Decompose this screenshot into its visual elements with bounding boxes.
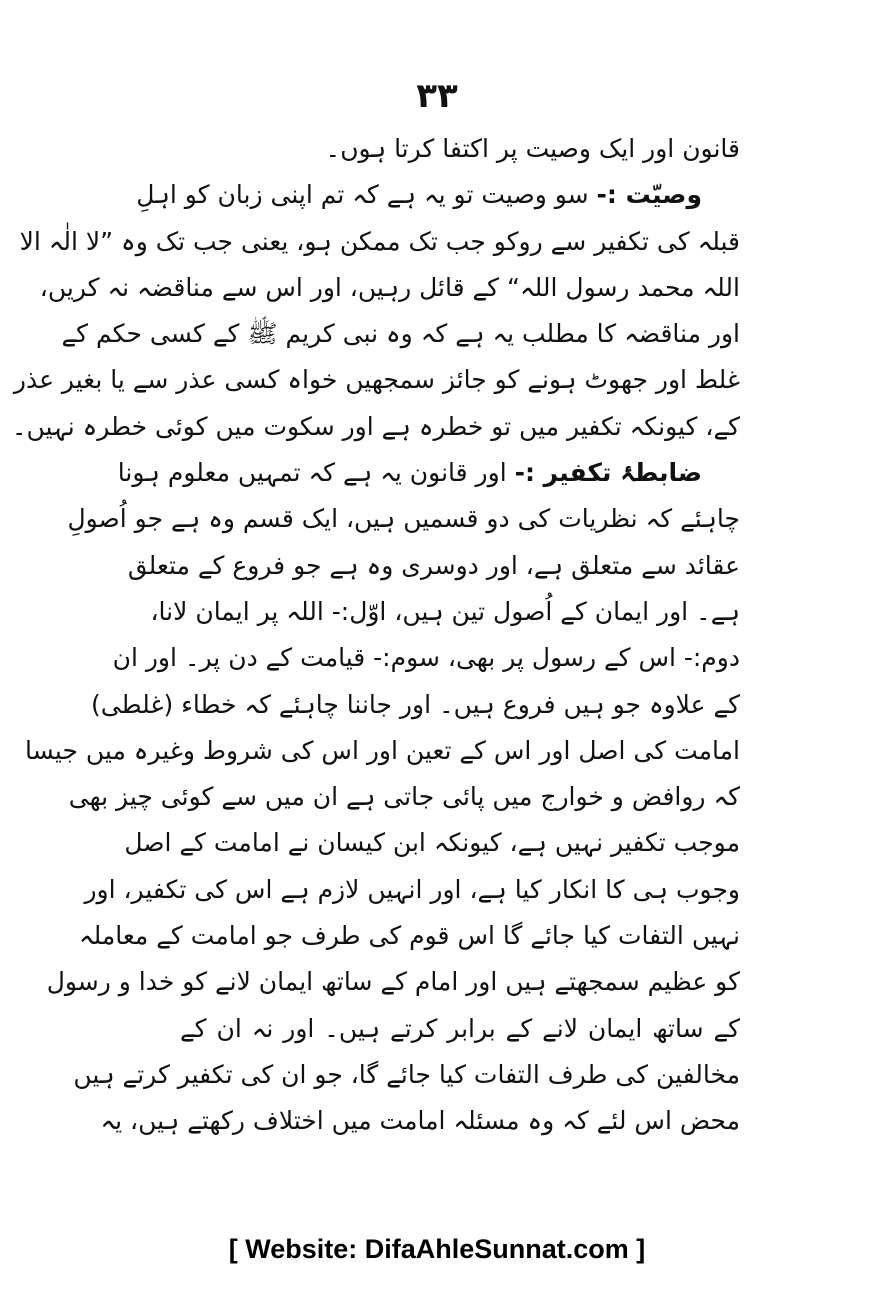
text-line: قانون اور ایک وصیت پر اکتفا کرتا ہوں۔ xyxy=(325,134,740,163)
text-line-content: اور قانون یہ ہے کہ تمہیں معلوم ہونا xyxy=(117,458,507,488)
text-line xyxy=(117,450,740,496)
text-line: غلط اور جھوٹ ہونے کو جائز سمجھیں خواہ کسی عذر سے یا بغیر عذر xyxy=(13,365,740,395)
text-line: کے ساتھ ایمان لانے کے برابر کرتے ہیں۔ اور نہ ان کے xyxy=(180,1013,740,1043)
text-line: چاہئے کہ نظریات کی دو قسمیں ہیں، ایک قسم وہ ہے جو اُصولِ xyxy=(67,504,740,534)
text-line: کو عظیم سمجھتے ہیں اور امام کے ساتھ ایمان لانے کو خدا و رسول xyxy=(46,967,740,997)
text-line-content: سو وصیت تو یہ ہے کہ تم اپنی زبان کو اہلِ xyxy=(136,180,589,210)
text-line: دوم:- اس کے رسول پر بھی، سوم:- قیامت کے دن پر۔ اور ان xyxy=(112,643,740,673)
body-text xyxy=(11,126,740,1145)
page-number: ۳۳ xyxy=(416,76,458,116)
text-line: محض اس لئے کہ وہ مسئلہ امامت میں اختلاف رکھتے ہیں، یہ xyxy=(100,1106,740,1136)
text-line: نہیں التفات کیا جائے گا اس قوم کی طرف جو امامت کے معاملہ xyxy=(78,921,740,951)
text-line: امامت کی اصل اور اس کے تعین اور اس کی شروط وغیرہ میں جیسا xyxy=(25,735,740,765)
text-line: وجوب ہی کا انکار کیا ہے، اور انہیں لازم ہے اس کی تکفیر، اور xyxy=(84,874,740,904)
text-line: اور مناقضہ کا مطلب یہ ہے کہ وہ نبی کریم ﷺ کے کسی حکم کے xyxy=(61,319,740,349)
website-footer: [ Website: DifaAhleSunnat.com ] xyxy=(228,1234,646,1264)
text-line: قبلہ کی تکفیر سے روکو جب تک ممکن ہو، یعنی جب تک وہ ”لا الٰہ الا xyxy=(19,226,740,256)
text-line: عقائد سے متعلق ہے، اور دوسری وہ ہے جو فروع کے متعلق xyxy=(127,550,740,580)
text-line: موجب تکفیر نہیں ہے، کیونکہ ابن کیسان نے امامت کے اصل xyxy=(124,828,740,858)
text-line: کے، کیونکہ تکفیر میں تو خطرہ ہے اور سکوت میں کوئی خطرہ نہیں۔ xyxy=(11,411,740,441)
text-line: اللہ محمد رسول اللہ“ کے قائل رہیں، اور اس سے مناقضہ نہ کریں، xyxy=(39,272,740,302)
zabita-heading: ضابطۂ تکفیر :- xyxy=(514,458,702,488)
text-line: کہ روافض و خوارج میں پائی جاتی ہے ان میں سے کوئی چیز بھی xyxy=(68,782,740,812)
text-line xyxy=(136,172,740,218)
text-line: ہے۔ اور ایمان کے اُصول تین ہیں، اوّل:- اللہ پر ایمان لانا، xyxy=(150,596,740,626)
text-line: مخالفین کی طرف التفات کیا جائے گا، جو ان کی تکفیر کرتے ہیں xyxy=(73,1059,740,1089)
wasiyat-heading: وصیّت :- xyxy=(596,180,702,210)
text-line: کے علاوہ جو ہیں فروع ہیں۔ اور جاننا چاہئے کہ خطاء (غلطی) xyxy=(91,689,740,719)
